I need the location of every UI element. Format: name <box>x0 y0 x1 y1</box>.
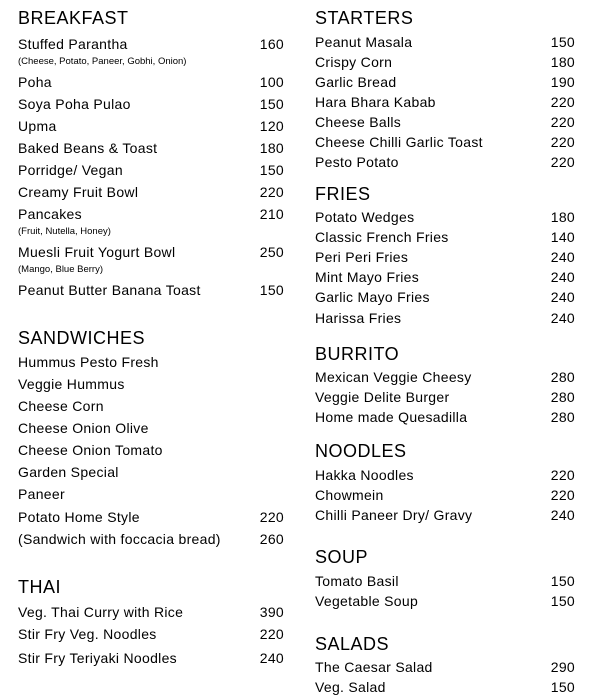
item-note: (Mango, Blue Berry) <box>18 264 104 275</box>
item-name: Hakka Noodles <box>315 467 414 483</box>
item-price: 210 <box>259 206 284 222</box>
item-name: Hummus Pesto Fresh <box>18 354 159 370</box>
item-name: (Sandwich with foccacia bread) <box>18 531 221 547</box>
item-price: 150 <box>259 162 284 178</box>
item-price: 240 <box>550 507 575 523</box>
item-name: Veg. Salad <box>315 679 386 695</box>
item-name: Poha <box>18 74 52 90</box>
item-name: Upma <box>18 118 57 134</box>
item-name: Potato Home Style <box>18 509 140 525</box>
section-title-soup: SOUP <box>315 547 369 567</box>
item-price: 180 <box>259 140 284 156</box>
item-name: Baked Beans & Toast <box>18 140 158 156</box>
item-name: Classic French Fries <box>315 229 449 245</box>
item-price: 240 <box>550 269 575 285</box>
item-price: 180 <box>550 209 575 225</box>
item-name: Creamy Fruit Bowl <box>18 184 139 200</box>
item-price: 190 <box>550 74 575 90</box>
item-name: Stuffed Parantha <box>18 36 128 52</box>
item-name: Cheese Chilli Garlic Toast <box>315 134 483 150</box>
item-price: 290 <box>550 659 575 675</box>
item-name: Hara Bhara Kabab <box>315 94 436 110</box>
item-name: The Caesar Salad <box>315 659 433 675</box>
item-name: Chilli Paneer Dry/ Gravy <box>315 507 473 523</box>
item-price: 240 <box>550 289 575 305</box>
item-name: Porridge/ Vegan <box>18 162 123 178</box>
item-price: 180 <box>550 54 575 70</box>
item-name: Pancakes <box>18 206 82 222</box>
item-price: 150 <box>550 34 575 50</box>
item-price: 220 <box>550 114 575 130</box>
section-title-sandwiches: SANDWICHES <box>18 328 146 348</box>
item-name: Potato Wedges <box>315 209 415 225</box>
item-name: Cheese Corn <box>18 398 104 414</box>
section-title-thai: THAI <box>18 577 62 597</box>
item-price: 250 <box>259 244 284 260</box>
item-price: 140 <box>550 229 575 245</box>
item-name: Crispy Corn <box>315 54 393 70</box>
item-name: Veggie Delite Burger <box>315 389 450 405</box>
item-name: Cheese Onion Tomato <box>18 442 163 458</box>
item-price: 260 <box>259 531 284 547</box>
item-price: 220 <box>259 184 284 200</box>
item-name: Mint Mayo Fries <box>315 269 420 285</box>
section-title-breakfast: BREAKFAST <box>18 8 129 28</box>
item-price: 220 <box>550 134 575 150</box>
item-price: 220 <box>550 467 575 483</box>
item-name: Peanut Butter Banana Toast <box>18 282 201 298</box>
item-price: 150 <box>259 96 284 112</box>
item-name: Chowmein <box>315 487 384 503</box>
item-price: 390 <box>259 604 284 620</box>
item-name: Paneer <box>18 486 65 502</box>
item-name: Peri Peri Fries <box>315 249 409 265</box>
item-name: Cheese Onion Olive <box>18 420 149 436</box>
item-name: Mexican Veggie Cheesy <box>315 369 472 385</box>
item-name: Cheese Balls <box>315 114 402 130</box>
item-price: 280 <box>550 409 575 425</box>
item-name: Pesto Potato <box>315 154 399 170</box>
item-price: 220 <box>550 487 575 503</box>
item-price: 240 <box>550 249 575 265</box>
item-name: Tomato Basil <box>315 573 399 589</box>
item-price: 220 <box>550 94 575 110</box>
item-name: Muesli Fruit Yogurt Bowl <box>18 244 176 260</box>
item-name: Peanut Masala <box>315 34 413 50</box>
item-price: 280 <box>550 389 575 405</box>
item-name: Harissa Fries <box>315 310 402 326</box>
item-name: Soya Poha Pulao <box>18 96 131 112</box>
item-name: Stir Fry Veg. Noodles <box>18 626 157 642</box>
item-price: 160 <box>259 36 284 52</box>
item-note: (Fruit, Nutella, Honey) <box>18 226 111 237</box>
item-price: 240 <box>259 650 284 666</box>
item-price: 100 <box>259 74 284 90</box>
item-price: 220 <box>259 626 284 642</box>
section-title-fries: FRIES <box>315 184 371 204</box>
item-price: 150 <box>550 593 575 609</box>
item-name: Veg. Thai Curry with Rice <box>18 604 184 620</box>
section-title-noodles: NOODLES <box>315 441 407 461</box>
item-price: 150 <box>550 679 575 695</box>
section-title-burrito: BURRITO <box>315 344 400 364</box>
item-price: 150 <box>550 573 575 589</box>
item-name: Vegetable Soup <box>315 593 419 609</box>
item-name: Stir Fry Teriyaki Noodles <box>18 650 177 666</box>
section-title-starters: STARTERS <box>315 8 414 28</box>
item-name: Garlic Mayo Fries <box>315 289 430 305</box>
item-name: Home made Quesadilla <box>315 409 468 425</box>
item-price: 240 <box>550 310 575 326</box>
item-name: Garden Special <box>18 464 119 480</box>
item-price: 150 <box>259 282 284 298</box>
item-price: 120 <box>259 118 284 134</box>
item-note: (Cheese, Potato, Paneer, Gobhi, Onion) <box>18 56 187 67</box>
item-price: 220 <box>550 154 575 170</box>
item-name: Veggie Hummus <box>18 376 125 392</box>
section-title-salads: SALADS <box>315 634 390 654</box>
item-price: 280 <box>550 369 575 385</box>
item-name: Garlic Bread <box>315 74 397 90</box>
item-price: 220 <box>259 509 284 525</box>
